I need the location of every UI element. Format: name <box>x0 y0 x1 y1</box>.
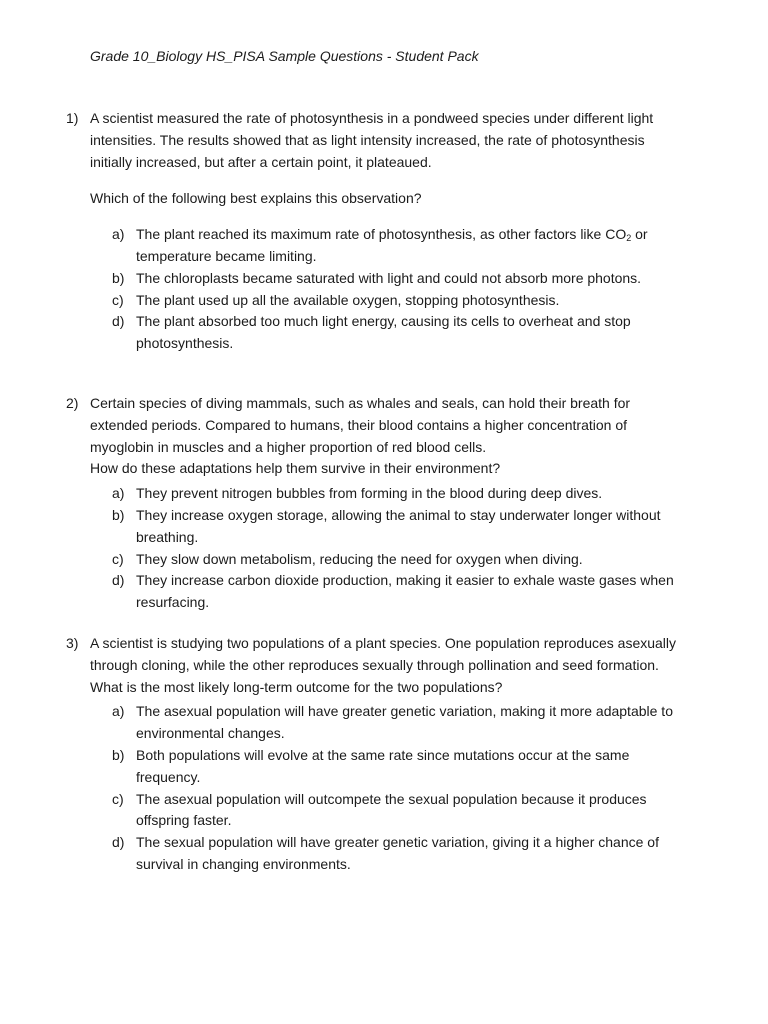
answer-option-a <box>90 483 686 505</box>
question-number: 3) <box>66 635 79 651</box>
option-label: d) <box>112 313 125 330</box>
answer-option-b <box>90 745 686 789</box>
answer-option-b <box>90 505 686 549</box>
question-number: 2) <box>66 395 79 411</box>
option-text: Both populations will evolve at the same rate since mutations occur at the same frequency. <box>136 746 630 785</box>
question-prompt: How do these adaptations help them survive in their environment? <box>90 460 501 477</box>
answer-option-d <box>90 832 686 876</box>
option-label: c) <box>112 790 124 807</box>
question-3 <box>66 633 686 876</box>
option-label: b) <box>112 269 125 286</box>
question-number: 1) <box>66 110 79 126</box>
option-text: The sexual population will have greater genetic variation, giving it a higher chance of survival in changing environments. <box>136 834 659 872</box>
answer-option-d <box>90 570 686 614</box>
option-label: b) <box>112 746 125 763</box>
answer-option-a <box>90 224 686 268</box>
subscript: 2 <box>626 233 632 244</box>
question-prompt: What is the most likely long-term outcome for the two populations? <box>90 678 503 695</box>
option-label: a) <box>112 485 125 502</box>
answer-options <box>90 701 686 875</box>
option-text: They increase carbon dioxide production, making it easier to exhale waste gases when resurfacing. <box>136 572 674 611</box>
answer-option-a <box>90 701 686 745</box>
question-stem: A scientist measured the rate of photosynthesis in a pondweed species under different light intensities. The results showed that as light intensity increased, the rate of photosynthesis initially increased, but after a certain point, it plateaued. <box>90 110 654 170</box>
option-text: They prevent nitrogen bubbles from forming in the blood during deep dives. <box>136 485 603 502</box>
question-1 <box>66 108 686 355</box>
option-text: They increase oxygen storage, allowing the animal to stay underwater longer without breathing. <box>136 506 661 545</box>
option-label: c) <box>112 291 124 308</box>
page-header: Grade 10_Biology HS_PISA Sample Questions - Student Pack <box>90 48 479 64</box>
option-text: The asexual population will have greater genetic variation, making it more adaptable to environmental changes. <box>136 703 673 742</box>
answer-options <box>90 224 686 355</box>
answer-option-b <box>90 268 686 290</box>
option-text: The plant reached its maximum rate of photosynthesis, as other factors like $CO_2$ or temperature became limiting. <box>136 226 648 264</box>
option-text: The plant absorbed too much light energy, causing its cells to overheat and stop photosynthesis. <box>136 313 631 352</box>
option-text: The plant used up all the available oxygen, stopping photosynthesis. <box>136 291 560 308</box>
option-label: c) <box>112 550 124 567</box>
option-text: They slow down metabolism, reducing the need for oxygen when diving. <box>136 550 583 567</box>
option-label: d) <box>112 834 125 851</box>
question-stem: A scientist is studying two populations of a plant species. One population reproduces asexually through cloning, while the other reproduces sexually through pollination and seed formation. <box>90 635 677 673</box>
question-stem: Certain species of diving mammals, such as whales and seals, can hold their breath for extended periods. Compared to humans, their blood contains a higher concentration of myoglobin in muscles and a higher proportion of red blood cells. <box>90 395 631 455</box>
answer-option-c <box>90 549 686 571</box>
option-label: d) <box>112 572 125 589</box>
option-label: a) <box>112 703 125 720</box>
option-text: The asexual population will outcompete the sexual population because it produces offspring faster. <box>136 790 647 829</box>
answer-option-c <box>90 290 686 312</box>
option-text: The chloroplasts became saturated with light and could not absorb more photons. <box>136 269 642 286</box>
answer-options <box>90 483 686 614</box>
question-prompt: Which of the following best explains this observation? <box>90 190 422 207</box>
question-2 <box>66 393 686 614</box>
option-label: b) <box>112 506 125 523</box>
answer-option-d <box>90 311 686 355</box>
answer-option-c <box>90 789 686 833</box>
option-label: a) <box>112 226 125 243</box>
